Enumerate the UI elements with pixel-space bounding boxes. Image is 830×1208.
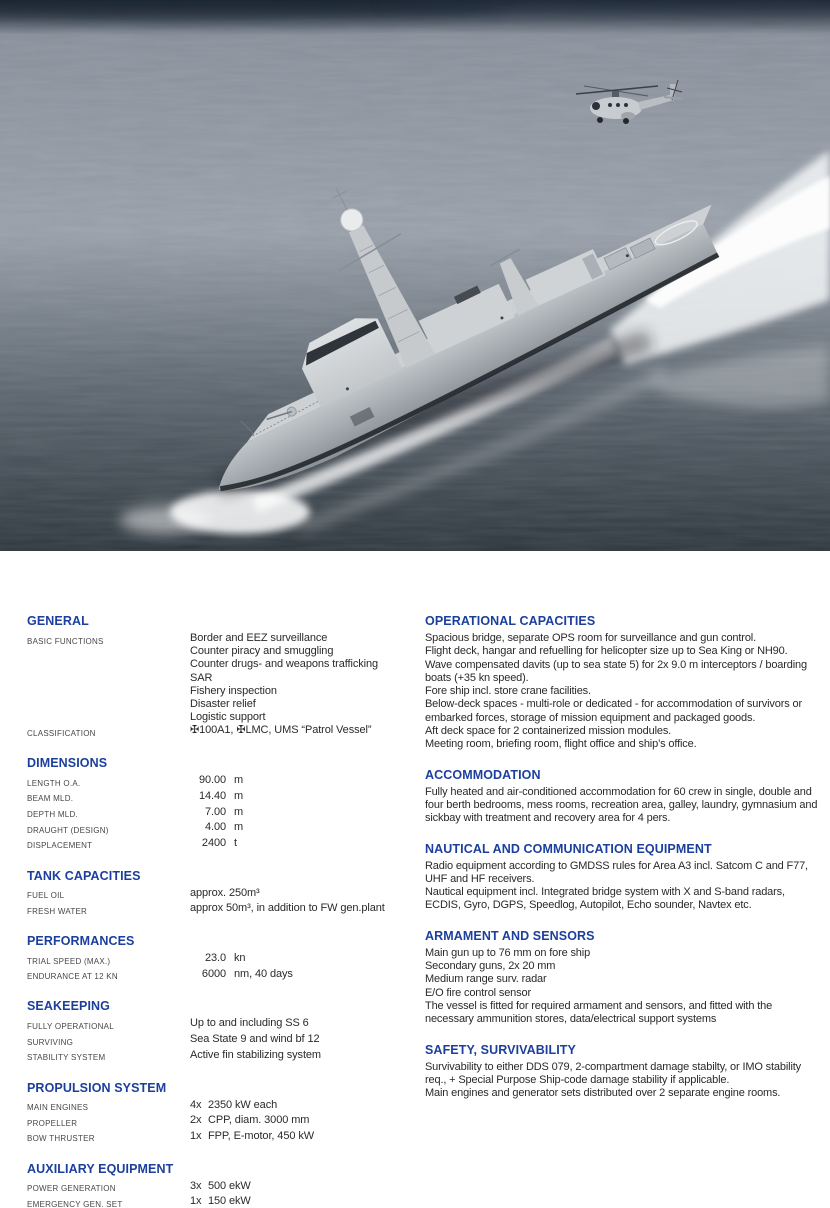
spec-label: EMERGENCY GEN. SET <box>27 1199 123 1208</box>
section-auxiliary <box>27 1162 417 1208</box>
spec-row <box>27 968 417 984</box>
spec-label: DRAUGHT (DESIGN) <box>27 825 109 835</box>
spec-label: FUEL OIL <box>27 891 65 901</box>
spec-row-basic-functions <box>27 632 417 724</box>
spec-value: ✠100A1, ✠LMC, UMS “Patrol Vessel” <box>190 724 372 737</box>
spec-label: POWER GENERATION <box>27 1184 116 1194</box>
value-quantity: 3x <box>190 1179 202 1192</box>
value-text: CPP, diam. 3000 mm <box>208 1114 310 1127</box>
section-title-auxiliary: AUXILIARY EQUIPMENT <box>27 1161 174 1176</box>
paragraph: Spacious bridge, separate OPS room for surveillance and gun control. <box>425 632 756 644</box>
patrol-vessel-photo <box>0 0 830 551</box>
list-item: Disaster relief <box>190 698 256 711</box>
spec-label: FULLY OPERATIONAL <box>27 1021 114 1031</box>
value-unit: m <box>234 774 244 787</box>
spec-value <box>190 1099 277 1112</box>
value-quantity: 2x <box>190 1114 202 1127</box>
spec-row <box>27 887 417 903</box>
right-column <box>425 614 818 1208</box>
paragraph: Survivability to either DDS 079, 2-compartment damage stabilty, or IMO stability req., + Special Purpose Ship-code damage stability if applicable. <box>425 1060 802 1086</box>
section-title-seakeeping: SEAKEEPING <box>27 999 110 1014</box>
spec-label: ENDURANCE AT 12 KN <box>27 972 118 982</box>
spec-value <box>190 952 245 965</box>
section-title-performances: PERFORMANCES <box>27 934 135 949</box>
value-unit: kn <box>234 952 246 965</box>
spec-label: STABILITY SYSTEM <box>27 1053 106 1063</box>
list-item: Logistic support <box>190 711 266 724</box>
spec-row <box>27 1180 417 1196</box>
spec-row <box>27 806 417 822</box>
value-unit: m <box>234 805 244 818</box>
spec-label: CLASSIFICATION <box>27 728 96 738</box>
spec-label: MAIN ENGINES <box>27 1103 89 1113</box>
spec-row <box>27 1130 417 1146</box>
list-item: SAR <box>190 671 213 684</box>
section-propulsion <box>27 1081 417 1146</box>
hero-illustration <box>0 0 830 551</box>
spec-row <box>27 790 417 806</box>
spec-label: SURVIVING <box>27 1037 74 1047</box>
paragraph: Below-deck spaces - multi-role or dedicated - for accommodation of survivors or embarked forces, storage of mission equipment and packaged goods. <box>425 698 802 724</box>
spec-row <box>27 774 417 790</box>
spec-row <box>27 1033 417 1049</box>
section-accommodation <box>425 768 818 826</box>
paragraph: Main gun up to 76 mm on fore ship <box>425 946 591 959</box>
value-number: 14.40 <box>198 789 226 802</box>
section-title-tank-capacities: TANK CAPACITIES <box>27 868 141 883</box>
spec-value <box>190 837 237 850</box>
paragraph: Radio equipment according to GMDSS rules for Area A3 incl. Satcom C and F77, UHF and HF receivers. <box>425 859 808 885</box>
spec-value <box>190 1114 309 1127</box>
basic-functions-list <box>190 632 378 724</box>
spec-label: BASIC FUNCTIONS <box>27 636 104 646</box>
paragraph: Medium range surv. radar <box>425 973 547 986</box>
value-text: 2350 kW each <box>208 1098 278 1111</box>
section-safety <box>425 1043 818 1101</box>
spec-row <box>27 1049 417 1065</box>
value-text: 150 ekW <box>208 1195 251 1208</box>
spec-label: BEAM MLD. <box>27 794 74 804</box>
section-title-propulsion: PROPULSION SYSTEM <box>27 1080 167 1095</box>
paragraph: E/O fire control sensor <box>425 986 531 999</box>
spec-label: DEPTH MLD. <box>27 810 78 820</box>
spec-row <box>27 821 417 837</box>
spec-label: DISPLACEMENT <box>27 841 93 851</box>
value-number: 90.00 <box>198 774 226 787</box>
spec-value <box>190 1195 251 1208</box>
section-seakeeping <box>27 999 417 1064</box>
section-title-accommodation: ACCOMMODATION <box>425 767 541 782</box>
section-title-armament: ARMAMENT AND SENSORS <box>425 928 595 943</box>
section-title-general: GENERAL <box>27 614 89 628</box>
left-column <box>27 614 417 1208</box>
section-dimensions <box>27 756 417 853</box>
spec-value: Active fin stabilizing system <box>190 1048 321 1061</box>
section-title-operational: OPERATIONAL CAPACITIES <box>425 614 596 628</box>
spec-label: LENGTH O.A. <box>27 778 81 788</box>
spec-row <box>27 1017 417 1033</box>
spec-label: FRESH WATER <box>27 906 88 916</box>
value-quantity: 1x <box>190 1195 202 1208</box>
paragraph: Fully heated and air-conditioned accommodation for 60 crew in single, double and four berth bedrooms, mess rooms, recreation area, galley, laundry, gymnasium and sickbay with treatment and recovery area for 4 pers. <box>425 785 818 825</box>
spec-label: PROPELLER <box>27 1118 78 1128</box>
spec-value <box>190 774 243 787</box>
spec-value <box>190 821 243 834</box>
value-number: 23.0 <box>204 952 226 965</box>
spec-value <box>190 790 243 803</box>
value-quantity: 1x <box>190 1129 202 1142</box>
paragraph: Fore ship incl. store crane facilities. <box>425 685 591 698</box>
paragraph: Main engines and generator sets distributed over 2 separate engine rooms. <box>425 1087 781 1100</box>
value-number: 4.00 <box>204 821 226 834</box>
spec-row <box>27 952 417 968</box>
section-performances <box>27 934 417 983</box>
spec-row <box>27 837 417 853</box>
spec-value <box>190 1180 251 1193</box>
list-item: Border and EEZ surveillance <box>190 632 328 644</box>
paragraph: Nautical equipment incl. Integrated bridge system with X and S-band radars, ECDIS, Gyro, DGPS, Speedlog, Autopilot, Echo sounder, Navtex etc. <box>425 886 785 912</box>
paragraph: Flight deck, hangar and refuelling for helicopter size up to Sea King or NH90. <box>425 645 788 658</box>
spec-sheet <box>0 551 830 1208</box>
value-unit: nm, 40 days <box>234 967 293 980</box>
spec-label: TRIAL SPEED (MAX.) <box>27 956 111 966</box>
spec-value <box>190 806 243 819</box>
paragraph: Meeting room, briefing room, flight office and ship’s office. <box>425 738 697 751</box>
spec-row <box>27 1114 417 1130</box>
section-title-nautical: NAUTICAL AND COMMUNICATION EQUIPMENT <box>425 841 712 856</box>
paragraph: Wave compensated davits (up to sea state 5) for 2x 9.0 m interceptors / boarding boats (+35 kn speed). <box>425 658 807 684</box>
value-number: 6000 <box>201 967 226 980</box>
value-unit: m <box>234 789 244 802</box>
section-armament <box>425 929 818 1027</box>
value-unit: t <box>234 836 237 849</box>
spec-value: Up to and including SS 6 <box>190 1017 309 1030</box>
paragraph: The vessel is fitted for required armament and sensors, and fitted with the necessary ammunition stores, data/electrical support systems <box>425 999 773 1026</box>
paragraph: Aft deck space for 2 containerized mission modules. <box>425 725 672 738</box>
value-unit: m <box>234 821 244 834</box>
section-title-dimensions: DIMENSIONS <box>27 756 108 771</box>
list-item: Counter drugs- and weapons trafficking <box>190 658 378 671</box>
spec-label: BOW THRUSTER <box>27 1134 95 1144</box>
spec-row <box>27 1195 417 1208</box>
value-text: FPP, E-motor, 450 kW <box>208 1129 315 1142</box>
value-number: 2400 <box>201 836 226 849</box>
spec-row <box>27 1099 417 1115</box>
value-number: 7.00 <box>204 805 226 818</box>
paragraph: Secondary guns, 2x 20 mm <box>425 960 556 973</box>
list-item: Fishery inspection <box>190 684 277 697</box>
section-nautical <box>425 842 818 913</box>
spec-value: approx 50m³, in addition to FW gen.plant <box>190 902 385 915</box>
section-general <box>27 614 417 740</box>
spec-row-classification <box>27 724 417 740</box>
spec-value: Sea State 9 and wind bf 12 <box>190 1033 320 1046</box>
value-text: 500 ekW <box>208 1179 251 1192</box>
section-operational-capacities <box>425 614 818 752</box>
list-item: Counter piracy and smuggling <box>190 645 334 658</box>
spec-value <box>190 1130 314 1143</box>
spec-value: approx. 250m³ <box>190 886 260 899</box>
value-quantity: 4x <box>190 1098 202 1111</box>
section-title-safety: SAFETY, SURVIVABILITY <box>425 1042 576 1057</box>
spec-value <box>190 968 293 981</box>
section-tank-capacities <box>27 869 417 918</box>
spec-row <box>27 902 417 918</box>
